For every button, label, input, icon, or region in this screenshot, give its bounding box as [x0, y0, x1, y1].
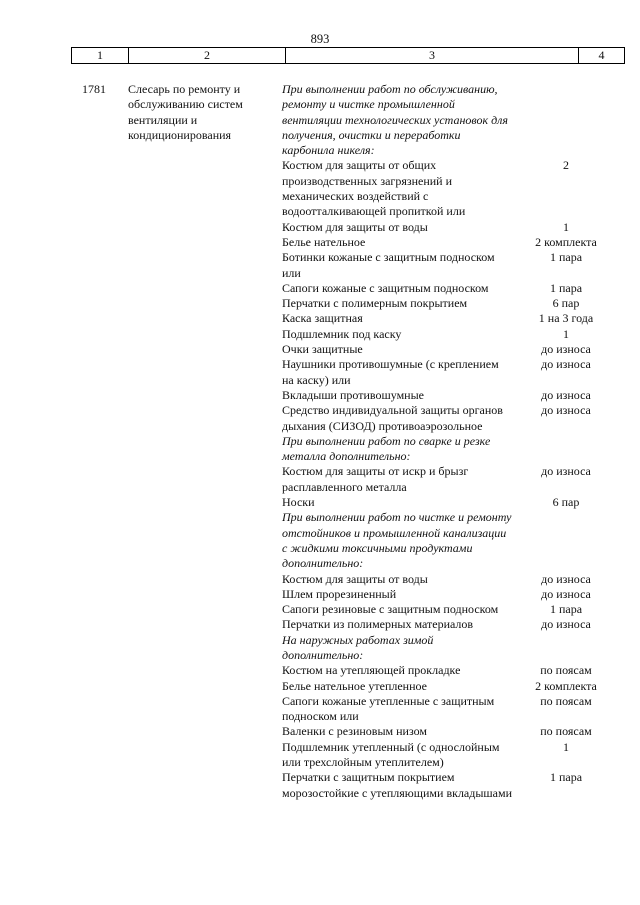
header-col-4: 4: [578, 48, 625, 63]
item-quantity: 1: [563, 326, 569, 341]
item-name: Валенки с резиновым низом: [282, 724, 428, 739]
item-quantity: 2 комплекта: [535, 234, 597, 249]
table-row: [282, 663, 612, 678]
item-quantity: до износа: [541, 403, 591, 418]
item-quantity: до износа: [541, 586, 591, 601]
table-row: [282, 724, 612, 739]
item-name: Сапоги кожаные с защитным подноском: [282, 280, 489, 295]
table-row: [282, 740, 612, 771]
table-row: [282, 679, 612, 694]
item-name: Подшлемник под каску: [282, 326, 402, 341]
table-header-row: [71, 47, 625, 64]
table-row: [282, 388, 612, 403]
item-name: Костюм для защиты от искр и брызг расплавленного металла: [282, 464, 469, 494]
item-quantity: до износа: [541, 387, 591, 402]
item-name: Перчатки из полимерных материалов: [282, 617, 474, 632]
table-row: [282, 694, 612, 725]
item-quantity: до износа: [541, 571, 591, 586]
item-name: Костюм на утепляющей прокладке: [282, 663, 461, 678]
table-row: [282, 327, 612, 342]
item-quantity: 1 пара: [549, 770, 583, 785]
item-quantity: до износа: [541, 617, 591, 632]
item-name: Костюм для защиты от общих производственных загрязнений и механических воздействий с водоотталкивающей пропиткой или: [282, 158, 466, 219]
item-name: Костюм для защиты от воды: [282, 219, 428, 234]
item-quantity: 6 пар: [552, 296, 580, 311]
item-quantity: 1: [563, 739, 569, 754]
item-name: Белье нательное: [282, 234, 366, 249]
table-row: [282, 403, 612, 434]
profession-name: Слесарь по ремонту и обслуживанию систем вентиляции и кондиционирования: [128, 82, 243, 142]
item-quantity: 1 пара: [549, 250, 583, 265]
item-name: Перчатки с полимерным покрытием: [282, 296, 468, 311]
table-row: [282, 495, 612, 510]
table-row: [282, 357, 612, 388]
header-col-2: 2: [128, 48, 285, 63]
item-quantity: по поясам: [540, 724, 592, 739]
item-name: Средство индивидуальной защиты органов дыхания (СИЗОД) противоаэрозольное: [282, 403, 503, 433]
table-row: [282, 296, 612, 311]
section-heading: При выполнении работ по чистке и ремонту отстойников и промышленной канализации с жидкими токсичными продуктами дополнительно:: [282, 510, 512, 571]
item-quantity: 2 комплекта: [535, 678, 597, 693]
table-row: [282, 464, 612, 495]
item-name: Ботинки кожаные с защитным подноском или: [282, 250, 495, 280]
table-row: [282, 342, 612, 357]
item-quantity: 1 пара: [549, 602, 583, 617]
item-quantity: до износа: [541, 342, 591, 357]
table-row: [282, 158, 612, 219]
item-name: Сапоги резиновые с защитным подноском: [282, 602, 499, 617]
item-name: Очки защитные: [282, 342, 363, 357]
item-quantity: по поясам: [540, 693, 592, 708]
table-row: [282, 220, 612, 235]
table-row: [282, 235, 612, 250]
section-heading: На наружных работах зимой дополнительно:: [282, 632, 434, 662]
item-quantity: 1 пара: [549, 280, 583, 295]
item-quantity: до износа: [541, 357, 591, 372]
table-row: [282, 311, 612, 326]
table-row: [282, 250, 612, 281]
item-name: Каска защитная: [282, 311, 363, 326]
section-heading: При выполнении работ по обслуживанию, ремонту и чистке промышленной вентиляции технологических установок для получения, очистки и переработки карбонила никеля:: [282, 82, 508, 158]
table-row: [282, 587, 612, 602]
table-row: [282, 770, 612, 801]
item-quantity: 1: [563, 219, 569, 234]
item-quantity: 6 пар: [552, 495, 580, 510]
item-name: Белье нательное утепленное: [282, 678, 427, 693]
header-col-1: 1: [71, 48, 128, 63]
table-row: [282, 281, 612, 296]
item-quantity: 1 на 3 года: [538, 311, 594, 326]
table-row: [282, 617, 612, 632]
item-name: Носки: [282, 495, 315, 510]
item-quantity: по поясам: [540, 663, 592, 678]
item-name: Перчатки с защитным покрытием морозостойкие с утепляющими вкладышами: [282, 770, 513, 800]
header-col-3: 3: [285, 48, 578, 63]
table-row: [282, 602, 612, 617]
table-row: [282, 572, 612, 587]
item-name: Подшлемник утепленный (с однослойным или трехслойным утеплителем): [282, 739, 500, 770]
row-number: 1781: [82, 82, 106, 96]
item-name: Вкладыши противошумные: [282, 387, 424, 402]
ppe-items-list: [282, 82, 612, 801]
item-name: Костюм для защиты от воды: [282, 571, 428, 586]
item-quantity: 2: [563, 158, 569, 173]
item-name: Сапоги кожаные утепленные с защитным подноском или: [282, 693, 495, 724]
page-number: 893: [310, 32, 330, 46]
item-name: Шлем прорезиненный: [282, 586, 397, 601]
section-heading: При выполнении работ по сварке и резке металла дополнительно:: [282, 433, 491, 464]
item-name: Наушники противошумные (с креплением на каску) или: [282, 357, 499, 387]
item-quantity: до износа: [541, 464, 591, 479]
